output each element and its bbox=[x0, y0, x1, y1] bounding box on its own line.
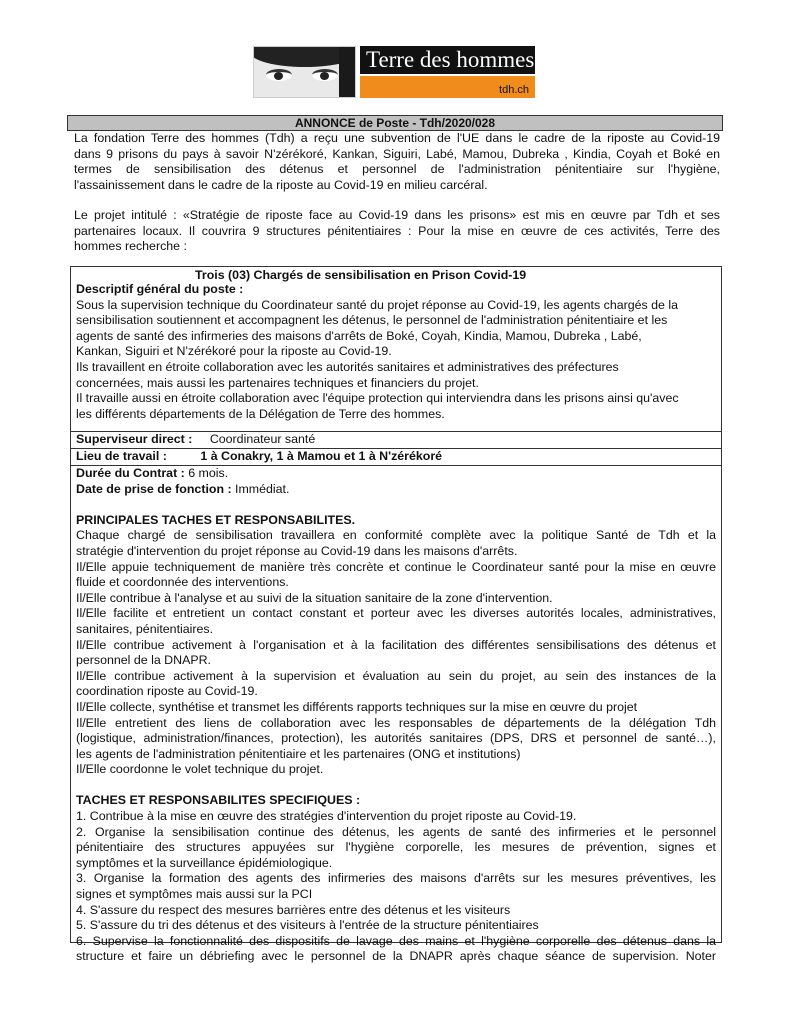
task-line: Il/Elle appuie techniquement de manière très concrète et continue le Coordinateur santé pour la mise en œuvre bbox=[76, 559, 716, 574]
start-label: Date de prise de fonction : bbox=[76, 481, 232, 496]
task-line: coordination riposte au Covid-19. bbox=[76, 684, 258, 699]
duration-label: Durée du Contrat : bbox=[76, 466, 185, 480]
specific-task-line: 4. S'assure du respect des mesures barrières entre des détenus et les visiteurs bbox=[76, 902, 511, 917]
text-line: Le projet intitulé : «Stratégie de riposte face au Covid-19 dans les prisons» est mis en œuvre par Tdh et ses bbox=[74, 208, 720, 222]
workplace-value: 1 à Conakry, 1 à Mamou et 1 à N'zérékoré bbox=[200, 449, 443, 463]
task-line: fluide et coordonnée des interventions. bbox=[76, 575, 289, 590]
task-line: (logistique, administration/finances, protection), les autorités sanitaires (DPS, DRS et personnel de santé…), bbox=[76, 731, 716, 746]
text-line: partenaires locaux. Il couvrira 9 structures pénitentiaires : Pour la mise en œuvre de ces activités, Terre des bbox=[74, 223, 720, 238]
task-line: Chaque chargé de sensibilisation travaillera en conformité complète avec la politique Santé de Tdh et la bbox=[76, 528, 716, 543]
task-line: Il/Elle coordonne le volet technique du projet. bbox=[76, 762, 324, 777]
job-body bbox=[76, 466, 716, 965]
text-line: concernées, mais aussi les partenaires techniques et financiers du projet. bbox=[76, 375, 479, 390]
logo-wordmark: Terre des hommes bbox=[360, 46, 535, 74]
start-value: Immédiat. bbox=[235, 481, 290, 496]
specific-task-line: 2. Organise la sensibilisation continue des détenus, les agents de santé des infirmeries et le personnel bbox=[76, 824, 716, 839]
task-line: les agents de l'administration pénitentiaire et les partenaires (ONG et institutions) bbox=[76, 746, 521, 761]
text-line: Kankan, Siguiri et N'zérékoré pour la riposte au Covid-19. bbox=[76, 344, 392, 359]
text-line: La fondation Terre des hommes (Tdh) a reçu une subvention de l'UE dans le cadre de la riposte au Covid-19 bbox=[74, 131, 720, 145]
task-line: Il/Elle contribue activement à la supervision et évaluation au sein du projet, au sein des instances de la bbox=[76, 668, 716, 683]
text-line: termes de sensibilisation des détenus et personnel de l'administration pénitentiaire sur l'hygiène, bbox=[74, 162, 720, 177]
text-line: hommes recherche : bbox=[74, 239, 187, 254]
task-line: personnel de la DNAPR. bbox=[76, 653, 211, 668]
text-line: les différents départements de la Délégation de Terre des hommes. bbox=[76, 406, 445, 421]
text-line: Sous la supervision technique du Coordinateur santé du projet réponse au Covid-19, les agents chargés de la bbox=[76, 297, 679, 312]
task-line: Il/Elle contribue activement à l'organisation et à la facilitation des différentes sensibilisations des détenus et bbox=[76, 637, 716, 652]
text-line: dans 9 prisons du pays à savoir N'zérékoré, Kankan, Siguiri, Labé, Mamou, Dubreka , Kindia, Coyah et Boké en bbox=[74, 146, 720, 161]
text-line: sensibilisation soutiennent et accompagnent les détenus, le personnel de l'administration pénitentiaire et les bbox=[76, 313, 668, 328]
supervisor-label: Superviseur direct : bbox=[76, 432, 193, 446]
task-line: stratégie d'intervention du projet réponse au Covid-19 dans les maisons d'arrêts. bbox=[76, 543, 518, 558]
intro-paragraph-1 bbox=[74, 131, 720, 193]
specific-task-line: 5. S'assure du tri des détenus et des visiteurs à l'entrée de la structure pénitentiaires bbox=[76, 918, 539, 933]
start-row bbox=[76, 482, 716, 498]
logo-url: tdh.ch bbox=[360, 76, 535, 98]
job-title: Trois (03) Chargés de sensibilisation en Prison Covid-19 bbox=[195, 268, 527, 282]
specific-tasks-heading: TACHES ET RESPONSABILITES SPECIFIQUES : bbox=[76, 793, 361, 808]
main-tasks-heading: PRINCIPALES TACHES ET RESPONSABILITES. bbox=[76, 512, 356, 527]
duration-value: 6 mois. bbox=[188, 466, 229, 480]
text-line: Ils travaillent en étroite collaboration avec les autorités sanitaires et administratives des préfectures bbox=[76, 359, 619, 374]
task-line: Il/Elle collecte, synthétise et transmet les différents rapports techniques sur la mise en œuvre du projet bbox=[76, 699, 638, 714]
specific-task-line: 6. Supervise la fonctionnalité des dispositifs de lavage des mains et l'hygiène corporelle des détenus dans la bbox=[76, 933, 716, 948]
job-description bbox=[76, 282, 716, 422]
announcement-title: ANNONCE de Poste - Tdh/2020/028 bbox=[67, 115, 723, 131]
supervisor-row bbox=[76, 432, 315, 448]
intro-paragraph-2 bbox=[74, 208, 720, 255]
task-line: sanitaires, pénitentiaires. bbox=[76, 621, 214, 636]
duration-row bbox=[76, 466, 716, 482]
text-line: l'assainissement dans le cadre de la riposte au Covid-19 en milieu carcéral. bbox=[74, 177, 488, 192]
logo-eyes-photo bbox=[253, 46, 356, 98]
specific-task-line: symptômes et la surveillance épidémiologique. bbox=[76, 855, 333, 870]
text-line: Il travaille aussi en étroite collaboration avec l'équipe protection qui interviendra dans les prisons ainsi qu'avec bbox=[76, 391, 679, 406]
task-line: Il/Elle entretient des liens de collaboration avec les responsables de départements de la délégation Tdh bbox=[76, 715, 716, 730]
workplace-row bbox=[76, 449, 442, 465]
specific-task-line: pénitentiaire des structures appuyées sur l'hygiène corporelle, les mesures de prévention, signes et bbox=[76, 840, 716, 855]
specific-task-line: 1. Contribue à la mise en œuvre des stratégies d'intervention du projet riposte au Covid-19. bbox=[76, 809, 577, 824]
tdh-logo bbox=[253, 46, 535, 98]
task-line: Il/Elle facilite et entretient un contact constant et porteur avec les diverses autorités locales, administratives, bbox=[76, 606, 716, 621]
specific-task-line: 3. Organise la formation des agents des infirmeries des maisons d'arrêts sur les mesures préventives, les bbox=[76, 871, 716, 886]
workplace-label: Lieu de travail : bbox=[76, 449, 167, 463]
task-line: Il/Elle contribue à l'analyse et au suivi de la situation sanitaire de la zone d'intervention. bbox=[76, 590, 553, 605]
specific-task-line: structure et faire un débriefing avec le personnel de la DNAPR après chaque séance de supervision. Noter bbox=[76, 949, 716, 964]
supervisor-value: Coordinateur santé bbox=[209, 432, 316, 446]
specific-task-line: signes et symptômes mais aussi sur la PCI bbox=[76, 887, 313, 902]
text-line: agents de santé des infirmeries des maisons d'arrêts de Boké, Coyah, Kindia, Mamou, Dubreka , Labé, bbox=[76, 328, 642, 343]
description-heading: Descriptif général du poste : bbox=[76, 282, 244, 296]
